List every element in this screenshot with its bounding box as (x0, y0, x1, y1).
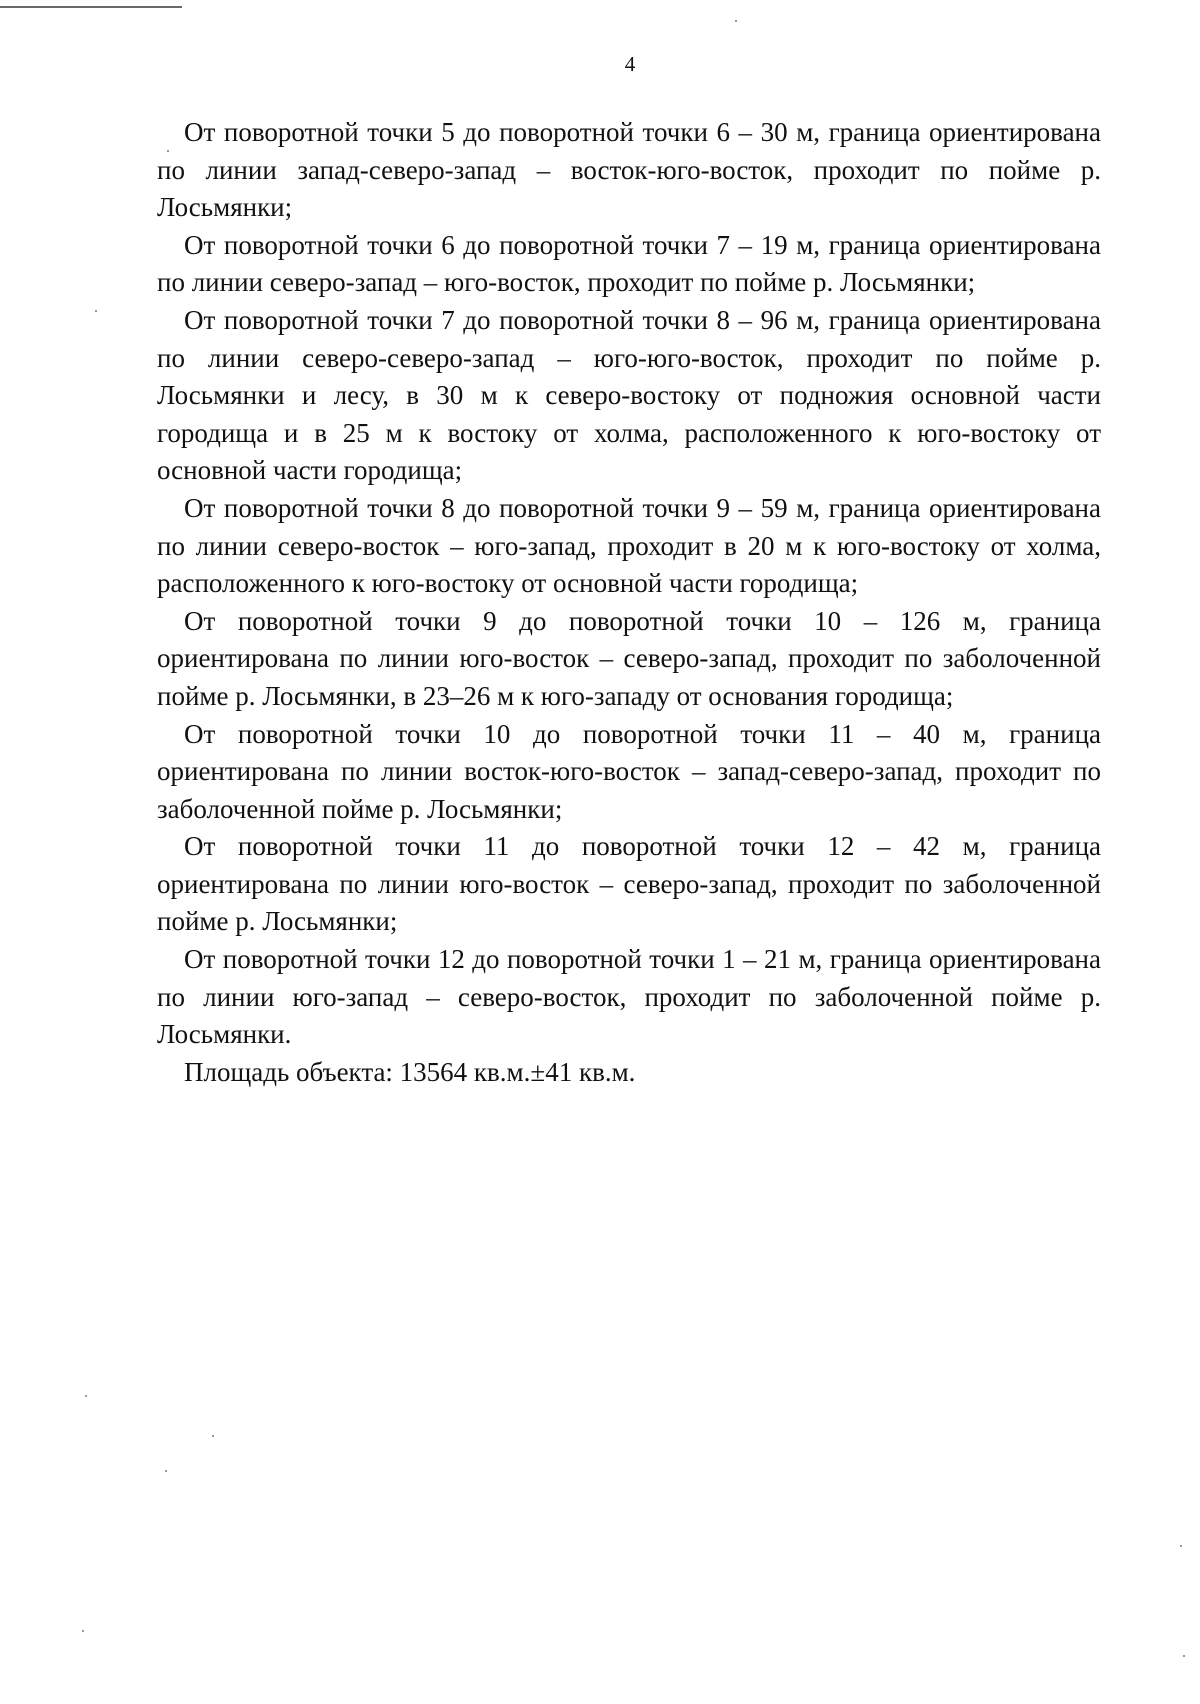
boundary-paragraph-8-9: От поворотной точки 8 до поворотной точки 9 – 59 м, граница ориентирована по линии северо-восток – юго-запад, проходит в 20 м к юго-востоку от холма, расположенного к юго-востоку от основной части городища; (157, 492, 1101, 599)
scan-speck (85, 1395, 87, 1397)
boundary-paragraph-11-12: От поворотной точки 11 до поворотной точки 12 – 42 м, граница ориентирована по линии юго-восток – северо-запад, проходит по заболоченной пойме р. Лосьмянки; (157, 831, 1101, 937)
document-body (157, 114, 1101, 1091)
area-statement: Площадь объекта: 13564 кв.м.±41 кв.м. (184, 1056, 636, 1087)
boundary-paragraph-5-6: От поворотной точки 5 до поворотной точки 6 – 30 м, граница ориентирована по линии запад-северо-запад – восток-юго-восток, проходит по пойме р. Лосьмянки; (157, 117, 1101, 223)
scan-speck (167, 150, 169, 152)
scan-speck (1180, 1545, 1182, 1547)
boundary-paragraph-6-7: От поворотной точки 6 до поворотной точки 7 – 19 м, граница ориентирована по линии северо-запад – юго-восток, проходит по пойме р. Лосьмянки; (157, 229, 1101, 298)
scan-speck (165, 1470, 167, 1472)
scan-speck (212, 1435, 214, 1437)
boundary-paragraph-7-8: От поворотной точки 7 до поворотной точки 8 – 96 м, граница ориентирована по линии северо-северо-запад – юго-юго-восток, проходит по пойме р. Лосьмянки и лесу, в 30 м к северо-востоку от подножия основной части городища и в 25 м к востоку от холма, расположенного к юго-востоку от основной части городища; (157, 304, 1101, 486)
scan-speck (95, 310, 97, 312)
boundary-paragraph-9-10: От поворотной точки 9 до поворотной точки 10 – 126 м, граница ориентирована по линии юго-восток – северо-запад, проходит по заболоченной пойме р. Лосьмянки, в 23–26 м к юго-западу от основания городища; (157, 605, 1101, 711)
scan-edge-line (0, 6, 182, 8)
boundary-paragraph-12-1: От поворотной точки 12 до поворотной точки 1 – 21 м, граница ориентирована по линии юго-запад – северо-восток, проходит по заболоченной пойме р. Лосьмянки. (157, 944, 1101, 1050)
boundary-paragraph-10-11: От поворотной точки 10 до поворотной точки 11 – 40 м, граница ориентирована по линии восток-юго-восток – запад-северо-запад, проходит по заболоченной пойме р. Лосьмянки; (157, 718, 1101, 824)
scan-speck (1183, 1655, 1185, 1657)
page-number: 4 (624, 52, 636, 76)
scan-speck (735, 20, 737, 22)
scan-speck (82, 1630, 84, 1632)
